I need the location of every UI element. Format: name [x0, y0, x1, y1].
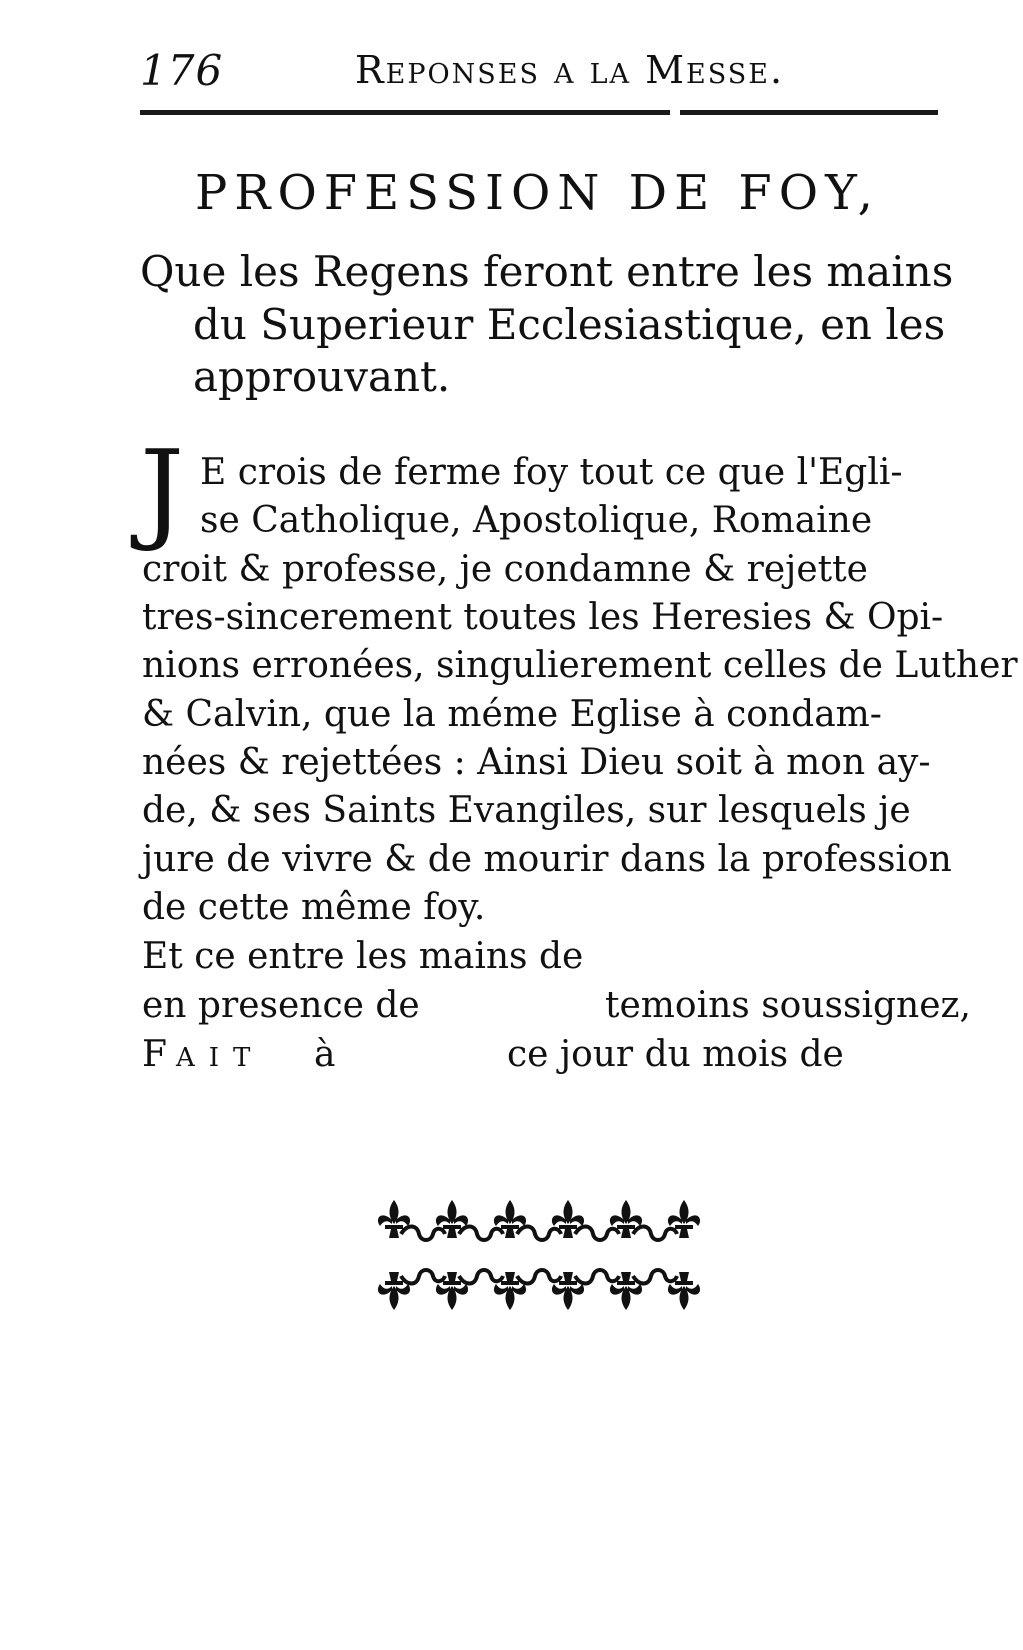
header-rule-left	[140, 110, 670, 115]
form-line-mains: Et ce entre les mains de	[142, 936, 584, 977]
fait-initial: F	[142, 1034, 176, 1075]
body-line: nions erronées, singulierement celles de Luther	[142, 645, 1018, 686]
body-line: & Calvin, que la méme Eglise à condam-	[142, 694, 882, 735]
body-line: E crois de ferme foy tout ce que l'Egli-	[200, 452, 903, 493]
form-line-jour: ce jour du mois de	[507, 1034, 844, 1075]
body-line: tres-sincerement toutes les Heresies & Opi-	[142, 597, 944, 638]
body-line: croit & professe, je condamne & rejette	[142, 549, 868, 590]
running-head	[140, 40, 940, 100]
page-title: PROFESSION DE FOY,	[195, 165, 880, 221]
running-title: Reponses a la Messe.	[355, 48, 785, 92]
header-rule-right	[680, 110, 938, 115]
body-line: nées & rejettées : Ainsi Dieu soit à mon ay-	[142, 742, 931, 783]
page-number: 176	[140, 46, 224, 95]
fait-rest: AIT	[175, 1043, 265, 1073]
fleur-de-lis-ornament-icon	[366, 1190, 712, 1320]
drop-cap: J	[140, 426, 185, 554]
form-line-presence: en presence de	[142, 985, 420, 1026]
form-line-temoins: temoins soussignez,	[605, 985, 971, 1026]
body-line: se Catholique, Apostolique, Romaine	[200, 500, 873, 541]
body-line: jure de vivre & de mourir dans la profession	[142, 839, 952, 880]
subtitle-line: approuvant.	[193, 352, 451, 401]
form-line-fait	[142, 1034, 264, 1075]
subtitle-line: du Superieur Ecclesiastique, en les	[193, 300, 946, 349]
subtitle-line: Que les Regens feront entre les mains	[140, 247, 954, 296]
body-line: de, & ses Saints Evangiles, sur lesquels je	[142, 790, 911, 831]
form-line-a: à	[314, 1034, 336, 1075]
body-line: de cette même foy.	[142, 887, 486, 928]
